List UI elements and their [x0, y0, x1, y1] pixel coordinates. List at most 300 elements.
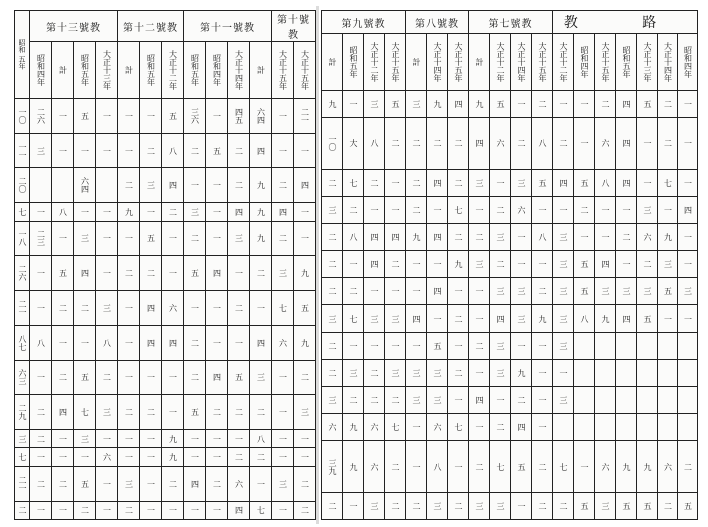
table-cell: 一 — [343, 332, 364, 359]
table-cell: 八 — [532, 223, 553, 250]
table-cell — [637, 332, 658, 359]
table-cell: 一 — [385, 278, 406, 305]
table-cell — [678, 359, 698, 386]
table-cell: 二 — [385, 251, 406, 278]
table-cell: 一 — [678, 91, 698, 118]
table-cell: 一 — [574, 223, 595, 250]
table-cell: 一 — [385, 332, 406, 359]
table-cell: 九 — [162, 430, 184, 448]
table-cell: 一 — [162, 221, 184, 256]
table-cell: 一 — [469, 305, 490, 332]
table-cell — [574, 414, 595, 441]
table-cell: 二 — [448, 118, 469, 169]
table-cell: 一 — [184, 448, 206, 466]
table-cell: 二 — [322, 169, 343, 196]
section-title: 第七號教 — [469, 11, 553, 34]
table-cell: 三 — [385, 359, 406, 386]
left-ledger-body — [15, 99, 316, 520]
table-cell: 四 — [616, 118, 637, 169]
table-cell: 二 — [15, 501, 30, 519]
table-cell: 二 — [658, 492, 678, 519]
table-cell: 二 — [322, 492, 343, 519]
table-cell — [595, 414, 616, 441]
year-header: 昭和五年 — [140, 42, 162, 99]
table-cell: 二 — [184, 360, 206, 395]
table-cell: 二 — [322, 278, 343, 305]
table-cell: 七 — [448, 196, 469, 223]
table-cell: 二 — [272, 168, 294, 203]
table-cell: 三 — [364, 91, 385, 118]
table-cell: 一 — [490, 169, 511, 196]
table-cell: 九 — [162, 448, 184, 466]
table-cell: 四 — [294, 168, 316, 203]
table-cell: 五 — [385, 91, 406, 118]
table-cell: 三 — [74, 430, 96, 448]
table-cell: 一 — [206, 221, 228, 256]
table-cell: 五 — [637, 91, 658, 118]
table-cell: 三 — [96, 291, 118, 326]
table-cell: 四 — [364, 251, 385, 278]
table-row — [15, 430, 316, 448]
section-title: 第十號教 — [272, 11, 316, 42]
table-cell: 一一 — [15, 133, 30, 168]
table-cell: 三 — [595, 278, 616, 305]
table-cell: 一 — [658, 196, 678, 223]
table-cell: 三 — [427, 387, 448, 414]
table-cell: 二 — [385, 492, 406, 519]
table-cell: 一〇 — [15, 99, 30, 134]
table-cell: 二 — [532, 441, 553, 492]
table-cell: 二 — [448, 359, 469, 386]
table-cell: 二 — [322, 359, 343, 386]
table-cell: 二 — [532, 91, 553, 118]
table-cell: 七 — [343, 169, 364, 196]
table-cell: 七 — [553, 441, 574, 492]
table-cell: 二 — [406, 169, 427, 196]
table-cell: 六 — [511, 196, 532, 223]
table-cell: 九 — [406, 223, 427, 250]
table-cell: 一 — [30, 203, 52, 221]
table-cell: 一 — [511, 332, 532, 359]
table-cell: 一 — [96, 203, 118, 221]
table-cell: 三 — [427, 492, 448, 519]
table-cell: 六 — [364, 441, 385, 492]
left-page — [14, 10, 315, 520]
table-cell: 三 — [322, 305, 343, 332]
table-cell: 一 — [118, 133, 140, 168]
year-header: 昭和五年 — [343, 34, 364, 91]
year-header: 大正十四年 — [427, 34, 448, 91]
table-cell: 一 — [343, 492, 364, 519]
table-cell: 二 — [385, 387, 406, 414]
table-cell: 一 — [96, 501, 118, 519]
table-cell: 四 — [469, 387, 490, 414]
table-cell: 一 — [228, 325, 250, 360]
year-header: 大正十五年 — [294, 42, 316, 99]
year-header: 大正十四年 — [658, 34, 678, 91]
table-cell: 七 — [343, 305, 364, 332]
table-cell: 一 — [206, 99, 228, 134]
table-cell: 一 — [206, 203, 228, 221]
year-header: 昭和四年 — [30, 42, 52, 99]
table-cell: 一 — [96, 221, 118, 256]
year-header: 大正十四年 — [511, 34, 532, 91]
table-cell: 一 — [532, 359, 553, 386]
table-cell: 二 — [118, 168, 140, 203]
table-cell: 一 — [448, 332, 469, 359]
table-cell — [595, 359, 616, 386]
table-cell: 一 — [272, 448, 294, 466]
table-cell: 九 — [448, 251, 469, 278]
table-cell: 一 — [140, 466, 162, 501]
table-cell: 五 — [616, 492, 637, 519]
table-cell: 一 — [532, 387, 553, 414]
table-cell: 一 — [637, 169, 658, 196]
table-cell: 二 — [184, 325, 206, 360]
table-row — [322, 91, 698, 118]
table-cell: 三 — [118, 466, 140, 501]
table-cell: 二 — [206, 395, 228, 430]
table-cell — [678, 387, 698, 414]
table-cell: 九 — [250, 203, 272, 221]
table-cell: 三 — [469, 169, 490, 196]
table-cell: 二 — [364, 169, 385, 196]
table-cell: 四 — [448, 91, 469, 118]
table-cell: 四 — [427, 169, 448, 196]
table-cell: 二 — [490, 414, 511, 441]
table-cell: 二〇 — [15, 168, 30, 203]
table-row — [322, 414, 698, 441]
table-cell: 五 — [574, 169, 595, 196]
table-cell: 一 — [206, 325, 228, 360]
table-cell — [595, 332, 616, 359]
table-cell: 一 — [532, 332, 553, 359]
table-cell: 一 — [616, 251, 637, 278]
table-row — [322, 332, 698, 359]
table-cell: 三 — [406, 359, 427, 386]
table-cell: 六 — [427, 414, 448, 441]
right-page — [321, 10, 698, 520]
table-cell: 三 — [553, 332, 574, 359]
left-ledger-table — [14, 10, 316, 520]
table-cell: 二 — [30, 466, 52, 501]
table-cell: 一 — [272, 430, 294, 448]
table-cell: 一 — [30, 360, 52, 395]
section-title: 第八號教 — [406, 11, 469, 34]
table-cell — [658, 414, 678, 441]
table-row — [322, 278, 698, 305]
table-cell: 一 — [532, 196, 553, 223]
table-cell: 二 — [162, 203, 184, 221]
table-cell: 二 — [511, 387, 532, 414]
table-row — [15, 466, 316, 501]
table-row — [15, 501, 316, 519]
table-cell: 一 — [553, 359, 574, 386]
table-cell — [637, 414, 658, 441]
table-cell: 七 — [250, 501, 272, 519]
table-cell: 三 — [637, 278, 658, 305]
year-header: 昭和五年 — [184, 42, 206, 99]
year-header: 大正十五年 — [595, 34, 616, 91]
table-cell: 九 — [322, 91, 343, 118]
table-cell: 一 — [96, 133, 118, 168]
table-cell: 五 — [184, 395, 206, 430]
table-cell: 五 — [574, 251, 595, 278]
table-cell: 一 — [272, 360, 294, 395]
table-cell: 三 — [595, 492, 616, 519]
table-cell: 二 — [427, 118, 448, 169]
year-header: 大正十五年 — [385, 34, 406, 91]
table-cell: 四 — [616, 169, 637, 196]
table-cell: 八 — [364, 118, 385, 169]
table-cell: 三 — [228, 221, 250, 256]
year-header: 大正十四年 — [228, 42, 250, 99]
table-cell: 四 — [250, 325, 272, 360]
table-cell: 四 — [364, 223, 385, 250]
table-cell: 六四 — [250, 99, 272, 134]
year-header: 大正十五年 — [532, 34, 553, 91]
table-cell: 六 — [595, 441, 616, 492]
table-cell: 二 — [272, 221, 294, 256]
right-section-title-row — [322, 11, 698, 34]
table-cell: 一 — [511, 251, 532, 278]
table-cell: 三 — [15, 430, 30, 448]
table-cell: 一 — [118, 221, 140, 256]
table-cell: 一 — [532, 414, 553, 441]
table-row — [322, 359, 698, 386]
table-cell: 一 — [52, 448, 74, 466]
table-cell: 一 — [427, 305, 448, 332]
section-title: 第九號教 — [322, 11, 406, 34]
table-cell: 七 — [15, 203, 30, 221]
table-cell: 一 — [448, 278, 469, 305]
table-cell: 三 — [678, 278, 698, 305]
table-cell: 一 — [52, 501, 74, 519]
table-cell — [616, 387, 637, 414]
table-cell — [658, 387, 678, 414]
table-cell: 五 — [228, 360, 250, 395]
table-cell: 二 — [96, 360, 118, 395]
table-cell: 一八 — [15, 221, 30, 256]
table-cell — [616, 414, 637, 441]
table-cell: 六三 — [15, 360, 30, 395]
table-cell: 一 — [96, 466, 118, 501]
table-cell: 二 — [406, 118, 427, 169]
table-cell: 二 — [637, 251, 658, 278]
table-cell: 二 — [658, 118, 678, 169]
table-cell: 三 — [322, 387, 343, 414]
table-cell: 二 — [322, 332, 343, 359]
table-cell: 一 — [406, 251, 427, 278]
table-cell: 六 — [272, 325, 294, 360]
table-cell: 三 — [184, 203, 206, 221]
table-cell: 五 — [74, 99, 96, 134]
total-header: 計 — [469, 34, 490, 91]
table-cell: 一 — [595, 196, 616, 223]
table-cell: 八 — [532, 118, 553, 169]
table-cell: 一 — [140, 99, 162, 134]
table-cell: 四 — [250, 133, 272, 168]
table-cell: 二 — [448, 223, 469, 250]
table-cell: 六 — [595, 118, 616, 169]
table-cell: 五 — [52, 256, 74, 291]
table-cell: 二 — [595, 91, 616, 118]
table-cell: 三 — [364, 492, 385, 519]
table-cell: 一 — [616, 196, 637, 223]
table-cell — [574, 332, 595, 359]
table-cell: 三 — [140, 168, 162, 203]
table-cell: 二 — [140, 256, 162, 291]
table-cell: 八 — [30, 325, 52, 360]
table-cell: 三 — [406, 387, 427, 414]
table-cell: 二 — [184, 221, 206, 256]
table-cell: 四 — [490, 305, 511, 332]
table-cell: 二 — [322, 251, 343, 278]
table-row — [15, 360, 316, 395]
table-cell: 七 — [15, 448, 30, 466]
table-cell: 四五 — [228, 99, 250, 134]
table-cell: 四 — [553, 169, 574, 196]
table-cell: 一 — [250, 466, 272, 501]
table-cell: 五 — [490, 91, 511, 118]
table-cell: 二 — [406, 492, 427, 519]
table-cell: 四 — [140, 325, 162, 360]
table-cell: 一〇 — [322, 118, 343, 169]
year-header: 昭和五年 — [74, 42, 96, 99]
table-cell: 九 — [637, 441, 658, 492]
table-cell: 一 — [553, 91, 574, 118]
year-header: 昭和四年 — [206, 42, 228, 99]
year-header: 昭和五年 — [616, 34, 637, 91]
total-header: 計 — [406, 34, 427, 91]
year-header: 昭和四年 — [574, 34, 595, 91]
table-cell: 四 — [52, 395, 74, 430]
table-cell: 三 — [343, 359, 364, 386]
table-cell: 一 — [637, 118, 658, 169]
table-cell — [658, 359, 678, 386]
table-cell: 四 — [272, 203, 294, 221]
table-cell: 一 — [96, 99, 118, 134]
table-cell: 二 — [532, 278, 553, 305]
total-header: 計 — [250, 42, 272, 99]
table-cell: 二三 — [30, 221, 52, 256]
year-header: 大正十二年 — [490, 34, 511, 91]
table-cell — [30, 168, 52, 203]
table-cell: 一 — [448, 387, 469, 414]
table-cell: 二一 — [15, 466, 30, 501]
table-cell: 一 — [294, 448, 316, 466]
table-cell: 三 — [406, 91, 427, 118]
table-cell: 一 — [595, 223, 616, 250]
table-cell: 一 — [96, 256, 118, 291]
table-cell: 二 — [184, 133, 206, 168]
table-cell: 九 — [427, 91, 448, 118]
right-ledger-body — [322, 91, 698, 520]
table-cell: 二 — [322, 223, 343, 250]
table-cell: 二一 — [294, 99, 316, 134]
table-cell: 七 — [490, 441, 511, 492]
table-cell: 四 — [74, 256, 96, 291]
table-cell: 一 — [96, 430, 118, 448]
table-cell: 三 — [427, 359, 448, 386]
table-row — [15, 395, 316, 430]
table-cell: 二 — [364, 359, 385, 386]
year-header: 大正十二年 — [553, 34, 574, 91]
table-cell: 一 — [272, 501, 294, 519]
table-cell: 九 — [294, 256, 316, 291]
table-cell: 五 — [511, 441, 532, 492]
table-cell: 三 — [553, 223, 574, 250]
table-cell: 八 — [162, 133, 184, 168]
table-cell: 七 — [385, 414, 406, 441]
table-cell: 三 — [553, 251, 574, 278]
table-row — [322, 223, 698, 250]
table-cell: 四 — [206, 256, 228, 291]
table-cell: 二 — [553, 492, 574, 519]
table-cell: 一 — [406, 278, 427, 305]
table-cell: 一 — [184, 430, 206, 448]
table-cell: 三 — [385, 305, 406, 332]
table-cell — [637, 359, 658, 386]
table-cell: 四 — [595, 251, 616, 278]
table-cell — [96, 168, 118, 203]
year-header: 大正十二年 — [162, 42, 184, 99]
table-cell: 一 — [118, 448, 140, 466]
table-cell: 四 — [162, 168, 184, 203]
table-cell: 一 — [469, 414, 490, 441]
table-cell: 六 — [96, 448, 118, 466]
table-cell: 一 — [184, 291, 206, 326]
table-cell: 八 — [427, 441, 448, 492]
table-cell: 九 — [118, 203, 140, 221]
table-cell: 三 — [553, 305, 574, 332]
table-cell: 四 — [678, 196, 698, 223]
table-cell: 三 — [469, 251, 490, 278]
table-cell: 一 — [294, 203, 316, 221]
table-cell: 二 — [140, 133, 162, 168]
table-cell: 一 — [343, 251, 364, 278]
table-cell: 九 — [532, 305, 553, 332]
table-cell: 九 — [250, 168, 272, 203]
table-cell: 二 — [385, 441, 406, 492]
table-cell: 二 — [490, 196, 511, 223]
table-cell: 一 — [272, 99, 294, 134]
year-header: 大正十五年 — [448, 34, 469, 91]
table-cell: 四 — [184, 466, 206, 501]
table-cell: 三 — [658, 251, 678, 278]
table-cell: 二 — [228, 133, 250, 168]
table-cell: 六 — [364, 414, 385, 441]
section-title: 第十二號教 — [118, 11, 184, 42]
table-cell: 二 — [30, 395, 52, 430]
table-cell: 一 — [678, 305, 698, 332]
table-cell: 一 — [406, 332, 427, 359]
table-cell: 三 — [322, 196, 343, 223]
table-cell: 一 — [364, 278, 385, 305]
table-cell: 四 — [427, 278, 448, 305]
table-cell: 二 — [294, 360, 316, 395]
table-cell: 一 — [678, 118, 698, 169]
year-header: 大正十五年 — [272, 42, 294, 99]
table-cell: 五 — [74, 466, 96, 501]
table-cell: 大 — [343, 118, 364, 169]
table-row — [322, 169, 698, 196]
table-cell: 二 — [250, 395, 272, 430]
table-cell: 二九 — [15, 395, 30, 430]
table-cell: 一 — [364, 196, 385, 223]
table-cell: 八 — [574, 305, 595, 332]
table-cell: 九 — [294, 325, 316, 360]
